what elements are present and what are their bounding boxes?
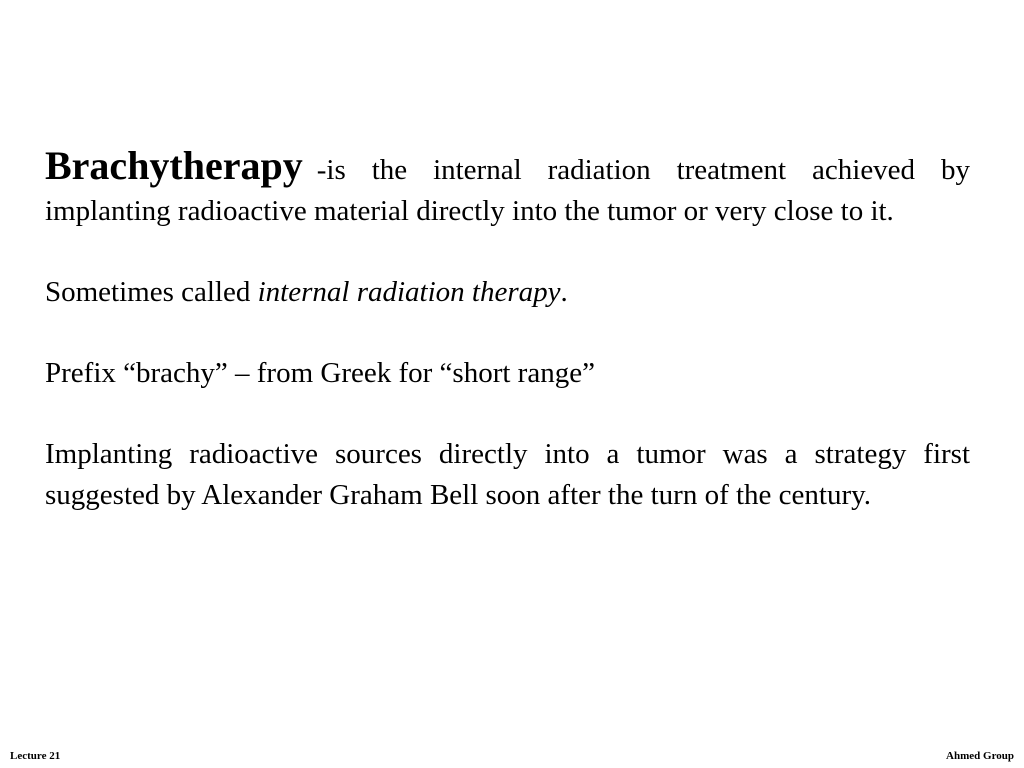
definition-paragraph: [45, 145, 970, 232]
term-heading: Brachytherapy: [45, 143, 303, 188]
etymology-paragraph: Prefix “brachy” – from Greek for “short range”: [45, 357, 595, 389]
also-called-paragraph: [45, 272, 970, 313]
footer-lecture-label: Lecture 21: [10, 750, 61, 762]
footer-group-label: Ahmed Group: [946, 750, 1014, 762]
history-paragraph: Implanting radioactive sources directly into a tumor was a strategy first suggested by Alexander Graham Bell soon after the turn of the century.: [45, 438, 970, 511]
also-called-suffix: .: [560, 276, 568, 308]
also-called-prefix: Sometimes called: [45, 276, 258, 308]
also-called-term: internal radiation therapy: [257, 276, 561, 308]
definition-text: -is the internal radiation treatment achieved by implanting radioactive material directly into the tumor or very close to it.: [45, 154, 970, 227]
slide-body: [45, 145, 970, 516]
